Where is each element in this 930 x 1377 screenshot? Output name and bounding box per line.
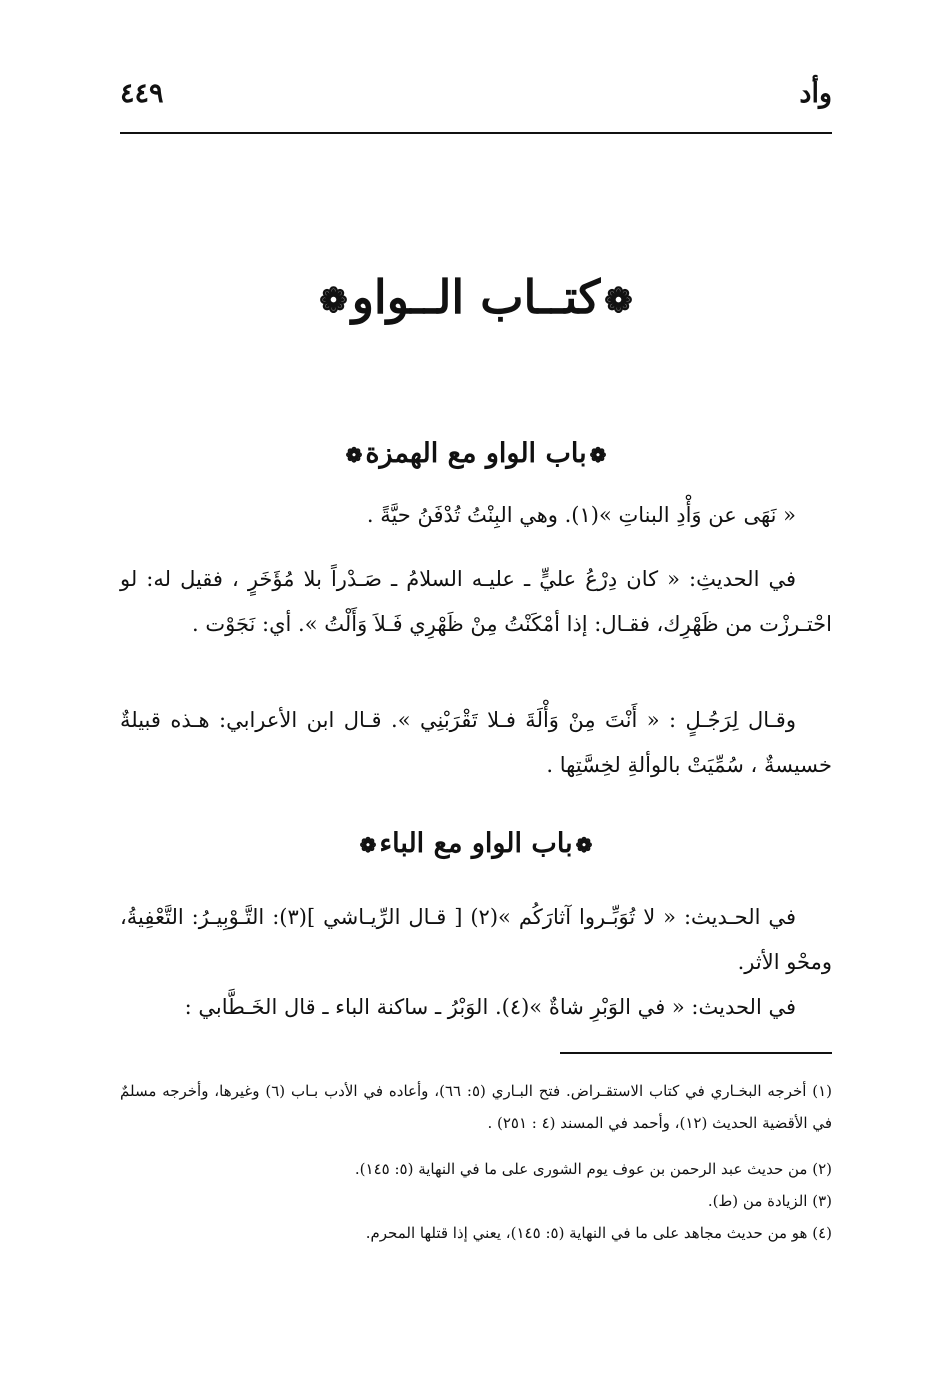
section-title-text: باب الواو مع الباء: [379, 828, 573, 859]
running-header: [120, 78, 832, 122]
ornament-icon: ❁: [319, 281, 348, 321]
book-title: [120, 262, 832, 336]
paragraph: في الحديثِ: « كان دِرْعُ عليٍّ ـ عليـه السلامُ ـ صَـدْراً بلا مُؤَخَرٍ ، فقيل له: لو احْتـرزْت من ظَهْرِك، فقـال: إذا أمْكَنْتُ مِنْ ظَهْرِي فَـلاَ وَأَلْتُ ». أي: نَجَوْت .: [120, 567, 832, 636]
footnote-divider: [560, 1052, 832, 1054]
section-title-hamza: [120, 432, 832, 477]
ornament-icon: ❁: [604, 281, 633, 321]
paragraph: « نَهَى عن وَأْدِ البناتِ »(١). وهي البِنْتُ تُدْفَنُ حيَّةً .: [366, 503, 796, 527]
paragraph: وقـال لِرَجُـلٍ : « أَنْتَ مِنْ وَأْلَةَ فـلا تَقْرَبْنِي ». قـال ابن الأعرابي: هـذه قبيلةٌ خسيسةٌ ، سُمِّيَتْ بالوألةِ لخِسَّتِها .: [120, 708, 832, 777]
paragraph: في الحديث: « في الوَبْرِ شاةٌ »(٤). الوَبْرُ ـ ساكنة الباء ـ قال الخَـطَّابي :: [184, 995, 796, 1019]
paragraph: في الحـديث: « لا تُوَبِّـروا آثارَكُم »(٢) [ قـال الرِّيـاشي ](٣): التَّـوْبِيـرُ: التَّعْفِيةُ، ومحْو الأثر.: [120, 905, 832, 974]
footnote: (٢) من حديث عبد الرحمن بن عوف يوم الشورى على ما في النهاية (٥: ١٤٥).: [354, 1160, 832, 1178]
section-title-ba: [120, 822, 832, 867]
header-root-word: وأد: [799, 78, 832, 109]
section-title-text: باب الواو مع الهمزة: [365, 438, 587, 469]
ornament-icon: ❁: [345, 442, 363, 467]
footnote: (٣) الزيادة من (ط).: [707, 1192, 832, 1210]
footnote: (٤) هو من حديث مجاهد على ما في النهاية (٥: ١٤٥)، يعني إذا قتلها المحرم.: [365, 1224, 832, 1242]
footnote: (١) أخرجه البخـاري في كتاب الاستقـراض. فتح البـاري (٥: ٦٦)، وأعاده في الأدب بـاب (٦) وغيرها، وأخرجه مسلمٌ في الأقضية الحديث (١٢)، وأحمد في المسند (٤ : ٢٥١) .: [120, 1082, 833, 1132]
ornament-icon: ❁: [575, 832, 593, 857]
ornament-icon: ❁: [589, 442, 607, 467]
ornament-icon: ❁: [359, 832, 377, 857]
page-number: ٤٤٩: [120, 78, 164, 109]
book-title-text: كتــاب الــواو: [351, 270, 601, 324]
header-divider: [120, 132, 832, 134]
